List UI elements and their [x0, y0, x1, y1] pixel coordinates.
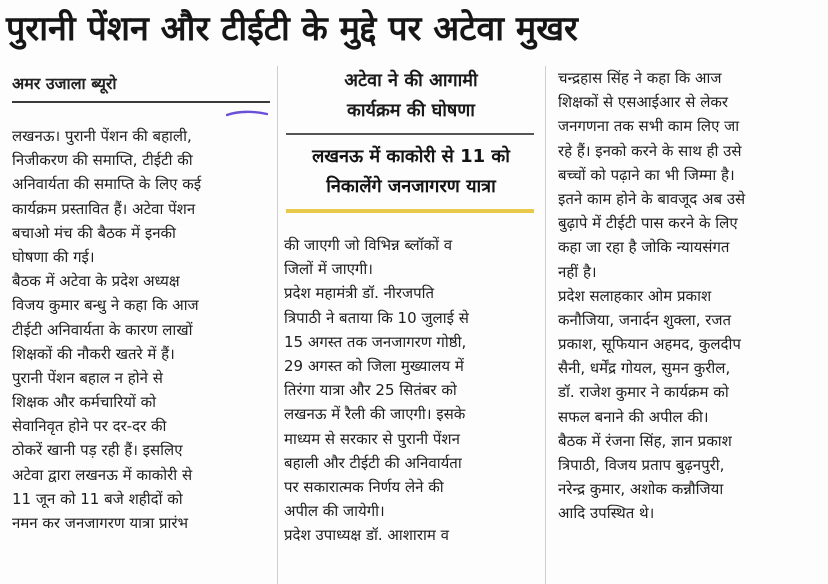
subheadline-line: निकालेंगे जनजागरण यात्रा	[326, 176, 496, 197]
text-line: नहीं है।	[558, 262, 597, 281]
text-line: टीईटी अनिवार्यता के कारण लाखों	[12, 320, 193, 339]
subheadline-yatra	[286, 142, 536, 202]
text-line: सैनी, धर्मेंद्र गोयल, सुमन कुरील,	[558, 359, 731, 378]
text-line: डॉ. राजेश कुमार ने कार्यक्रम को	[558, 383, 729, 402]
byline-rule	[12, 101, 270, 103]
text-line: बचाओ मंच की बैठक में इनकी	[12, 223, 176, 242]
text-line: जिलों में जाएगी।	[284, 260, 373, 279]
article-column-right	[558, 66, 814, 526]
subheadline-rule	[286, 133, 534, 135]
text-line: प्रदेश सलाहकार ओम प्रकाश	[558, 286, 712, 305]
text-line: प्रदेश उपाध्यक्ष डॉ. आशाराम व	[284, 526, 449, 545]
text-line: घोषणा की गई।	[12, 247, 95, 266]
text-line: रहे हैं। इनको करने के साथ ही उसे	[558, 141, 742, 160]
text-line: पुरानी पेंशन बहाल न होने से	[12, 368, 163, 387]
subheadline-line: कार्यक्रम की घोषणा	[347, 100, 475, 121]
text-line: बैठक में रंजना सिंह, ज्ञान प्रकाश	[558, 431, 732, 450]
text-line: की जाएगी जो विभिन्न ब्लॉकों व	[284, 236, 453, 254]
text-line: 15 अगस्त तक जनजागरण गोष्ठी,	[284, 332, 467, 351]
text-line: बैठक में अटेवा के प्रदेश अध्यक्ष	[12, 272, 180, 291]
text-line: जनगणना तक सभी काम लिए जा	[558, 117, 740, 136]
text-line: तिरंगा यात्रा और 25 सितंबर को	[284, 381, 457, 400]
text-line: ठोकरें खानी पड़ रही हैं। इसलिए	[12, 441, 183, 460]
text-line: त्रिपाठी ने बताया कि 10 जुलाई से	[284, 308, 469, 327]
headline: पुरानी पेंशन और टीईटी के मुद्दे पर अटेवा मुखर	[6, 9, 578, 49]
text-line: बुढ़ापे में टीईटी पास करने के लिए	[558, 214, 738, 233]
article-column-middle	[284, 233, 536, 547]
subheadline-announcement	[286, 66, 536, 126]
text-line: शिक्षकों से एसआईआर से लेकर	[558, 93, 729, 112]
subheadline-line: अटेवा ने की आगामी	[344, 70, 478, 91]
column-divider-2	[545, 66, 546, 584]
text-line: प्रकाश, सूफियान अहमद, कुलदीप	[558, 335, 741, 354]
purple-swoosh-mark	[226, 110, 268, 118]
text-line: 11 जून को 11 बजे शहीदों को	[12, 489, 183, 508]
text-line: इतने काम होने के बावजूद अब उसे	[558, 189, 746, 208]
subheadline-accent-rule	[286, 209, 534, 213]
column-divider-1	[277, 66, 278, 584]
text-line: कनौजिया, जनार्दन शुक्ला, रजत	[558, 310, 732, 329]
text-line: लखनऊ। पुरानी पेंशन की बहाली,	[12, 127, 192, 145]
text-line: सफल बनाने की अपील की।	[558, 407, 709, 426]
text-line: अपील की जायेगी।	[284, 502, 385, 521]
text-line: सेवानिवृत होने पर दर-दर की	[12, 417, 167, 436]
text-line: नमन कर जनजागरण यात्रा प्रारंभ	[12, 514, 189, 532]
text-line: अनिवार्यता की समाप्ति के लिए कई	[12, 175, 202, 194]
byline: अमर उजाला ब्यूरो	[12, 74, 117, 93]
text-line: अटेवा द्वारा लखनऊ में काकोरी से	[12, 465, 193, 484]
text-line: प्रदेश महामंत्री डॉ. नीरजपति	[284, 284, 435, 303]
subheadline-line: लखनऊ में काकोरी से 11 को	[312, 146, 510, 167]
text-line: लखनऊ में रैली की जाएगी। इसके	[284, 405, 466, 424]
text-line: विजय कुमार बन्धु ने कहा कि आज	[12, 296, 199, 315]
text-line: निजीकरण की समाप्ति, टीईटी की	[12, 151, 193, 170]
text-line: बहाली और टीईटी की अनिवार्यता	[284, 453, 462, 472]
text-line: त्रिपाठी, विजय प्रताप बुढ़नपुरी,	[558, 456, 725, 474]
text-line: बच्चों को पढ़ाने का भी जिम्मा है।	[558, 165, 735, 184]
text-line: माध्यम से सरकार से पुरानी पेंशन	[284, 429, 460, 448]
text-line: आदि उपस्थित थे।	[558, 504, 655, 523]
text-line: चन्द्रहास सिंह ने कहा कि आज	[558, 69, 722, 87]
text-line: पर सकारात्मक निर्णय लेने की	[284, 477, 444, 496]
text-line: कार्यक्रम प्रस्तावित हैं। अटेवा पेंशन	[12, 199, 196, 218]
article-column-left	[12, 124, 272, 535]
text-line: शिक्षक और कर्मचारियों को	[12, 393, 157, 412]
text-line: शिक्षकों की नौकरी खतरे में हैं।	[12, 344, 175, 363]
text-line: कहा जा रहा है जोकि न्यायसंगत	[558, 238, 730, 257]
text-line: नरेन्द्र कुमार, अशोक कन्नौजिया	[558, 480, 724, 499]
text-line: 29 अगस्त को जिला मुख्यालय में	[284, 356, 464, 375]
